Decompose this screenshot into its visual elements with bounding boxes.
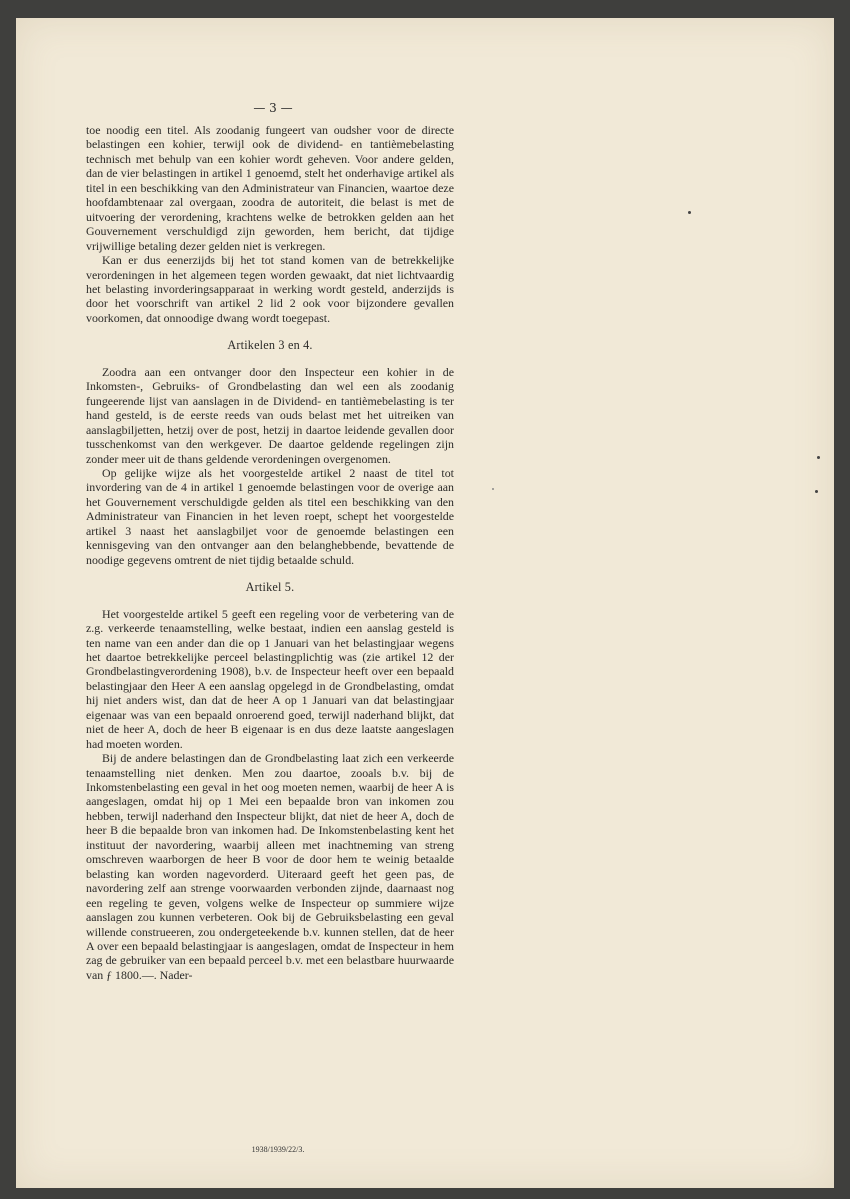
paragraph: Kan er dus eenerzijds bij het tot stand komen van de betrekkelijke verordeningen in het algemeen tegen worden gewaakt, dat niet lichtvaardig het belasting invorderingsapparaat in werking wordt gesteld, anderzijds is door het voorschrift van artikel 2 lid 2 ook voor bijzondere gevallen voorkomen, dat onnoodige dwang wordt toegepast. — [86, 253, 454, 325]
paper-speck — [815, 490, 818, 493]
paragraph: Op gelijke wijze als het voorgestelde artikel 2 naast de titel tot invordering van de 4 in artikel 1 genoemde belastingen voor de overige aan het Gouvernement verschuldigde gelden als titel een beschikking van den Administrateur van Financien in het leven roept, schept het voorgestelde artikel 3 naast het aanslagbiljet voor de genoemde belastingen een kennisgeving van den ontvanger aan den belanghebbende, bevattende de noodige gegevens omtrent de niet tijdig betaalde schuld. — [86, 465, 454, 567]
section-heading-artikelen-3-4: Artikelen 3 en 4. — [227, 338, 313, 353]
paragraph: toe noodig een titel. Als zoodanig fungeert van oudsher voor de directe belastingen een kohier, terwijl ook de dividend- en tantièmebelasting technisch met behulp van een kohier wordt geheven. Voor andere gelden, dan de vier belastingen in artikel 1 genoemd, stelt het onderhavige artikel als titel in een beschikking van den Administrateur van Financien, waartoe deze hoofdambtenaar zal overgaan, zoodra de autoriteit, die belast is met de uitvoering der verordening, krachtens welke de betrokken gelden aan het Gouvernement verschuldigd zijn geworden, hem bericht, dat tijdige vrijwillige betaling dezer gelden niet is verkregen. — [86, 123, 454, 253]
bleed-through-shadow — [536, 113, 816, 243]
paper-speck — [688, 211, 691, 214]
paragraph: Zoodra aan een ontvanger door den Inspecteur een kohier in de Inkomsten-, Gebruiks- of Grondbelasting dan wel een als zoodanig fungeerende lijst van aanslagen in de Dividend- en tantièmebelasting is ter hand gesteld, is de eerste reeds van ouds belast met het uitreiken van aanslagbiljetten, hetzij over de post, hetzij in daartoe leidende gevallen door tusschenkomst van den werkgever. De daartoe geldende regelingen zijn zonder meer uit de thans geldende verordeningen overgenomen. — [86, 364, 454, 466]
document-reference-code: 1938/1939/22/3. — [251, 1145, 305, 1154]
paragraph: Het voorgestelde artikel 5 geeft een regeling voor de verbetering van de z.g. verkeerde tenaamstelling, welke bestaat, indien een aanslag gesteld is ten name van een ander dan die op 1 Januari van het belastingjaar wegens het daartoe betrekkelijke perceel belastingplichtig was (zie artikel 12 der Grondbelastingverordening 1908), b.v. de Inspecteur heeft over een bepaald belastingjaar den Heer A een aanslag opgelegd in de Grondbelasting, omdat hij niet anders wist, dan dat de heer A op 1 Januari van dat belastingjaar eigenaar was van een bepaald onroerend goed, terwijl naderhand blijkt, dat niet de heer A, doch de heer B eigenaar is en dus deze laatste aangeslagen had moeten worden. — [86, 606, 454, 751]
paragraph: Bij de andere belastingen dan de Grondbelasting laat zich een verkeerde tenaamstelling niet denken. Men zou daartoe, zooals b.v. bij de Inkomstenbelasting een geval in het oog moeten nemen, waarbij de heer A is aangeslagen, omdat hij op 1 Mei een bepaalde bron van inkomen zou hebben, terwijl naderhand den Inspecteur blijkt, dat niet de heer A, doch de heer B die bepaalde bron van inkomen had. De Inkomstenbelasting kent het instituut der navordering, waarbij alleen met inachtneming van streng omschreven waarborgen de heer B voor de door hem te weinig betaalde belasting kan worden nagevorderd. Uiteraard geeft het geen pas, de navordering zelf aan strenge voorwaarden verbonden zijnde, daarnaast nog een regeling te geven, volgens welke de Inspecteur op summiere wijze aanslagen zou kunnen verbeteren. Ook bij de Gebruiksbelasting een geval willende construeeren, zou ondergeteekende b.v. kunnen stellen, dat de heer A over een bepaald belastingjaar is aangeslagen, omdat de Inspecteur in hem zag de gebruiker van een bepaald perceel b.v. met een belastbare huurwaarde van ƒ 1800.—. Nader- — [86, 751, 454, 982]
document-body — [86, 123, 454, 982]
section-heading-artikel-5: Artikel 5. — [245, 580, 295, 595]
paper-speck — [492, 488, 494, 490]
paper-speck — [817, 456, 820, 459]
page-number: — 3 — — [253, 101, 293, 115]
